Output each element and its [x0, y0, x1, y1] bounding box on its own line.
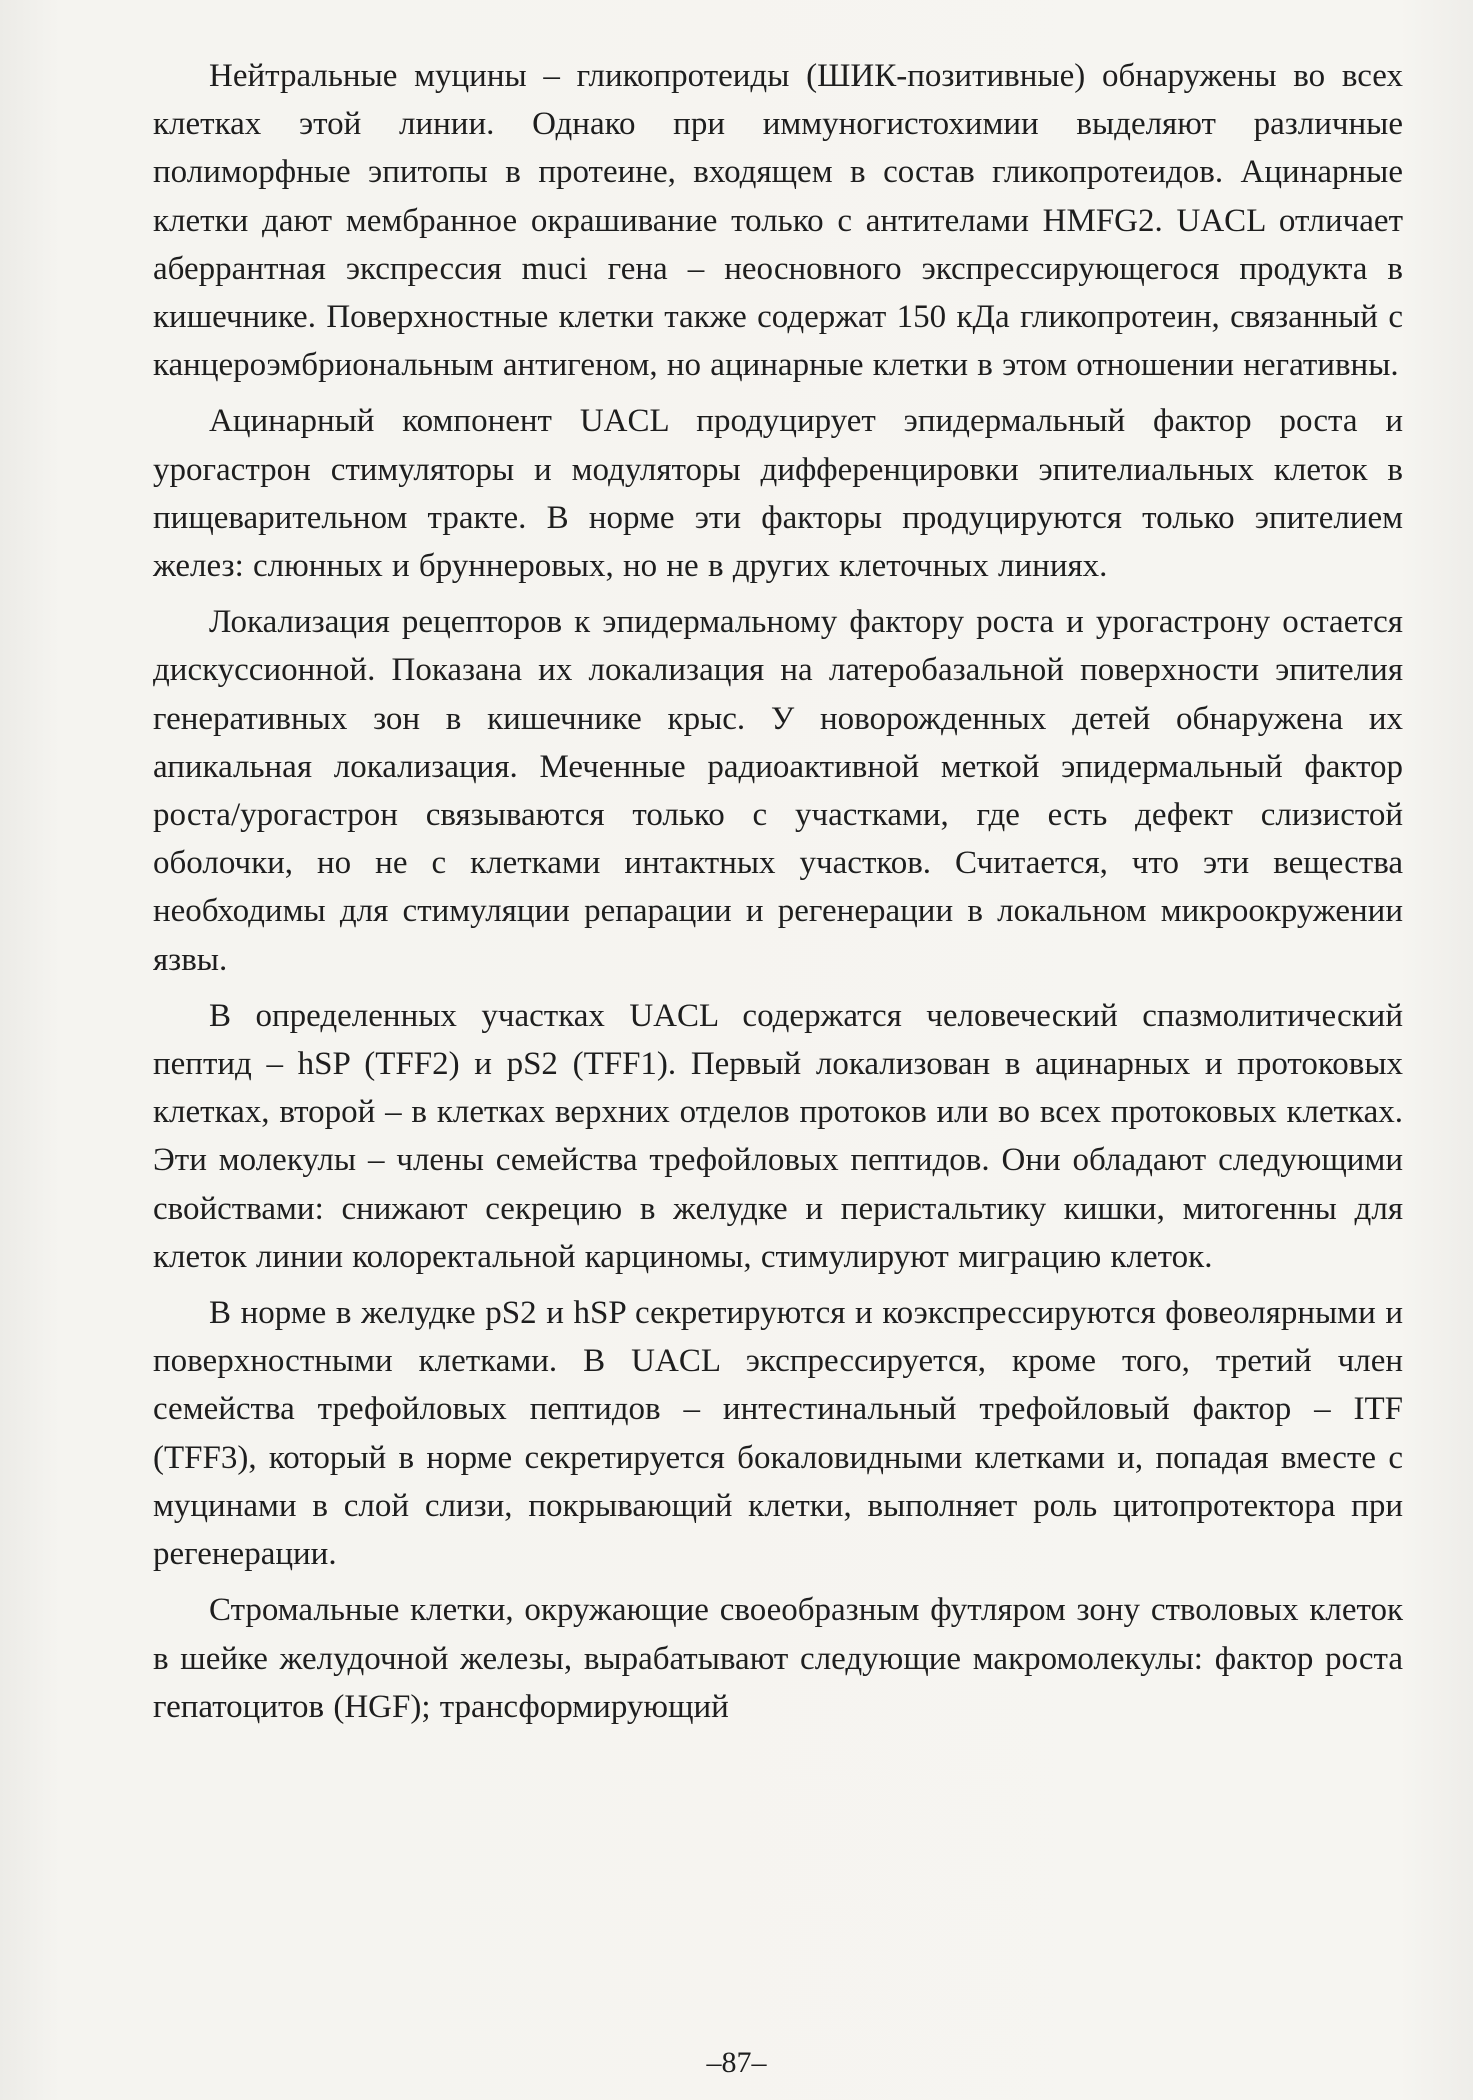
paragraph-4: В определенных участках UACL содержатся человеческий спазмолитический пептид – hSP (TFF2) и pS2 (TFF1). Первый локализован в ацинарных и протоковых клетках, второй – в клетках верхних отделов протоков или во всех протоковых клетках. Эти молекулы – члены семейства трефойловых пептидов. Они обладают следующими свойствами: снижают секрецию в желудке и перистальтику кишки, митогенны для клеток линии колоректальной карциномы, стимулируют миграцию клеток. [153, 997, 1403, 1275]
page-number: –87– [706, 2046, 767, 2079]
paragraph-2: Ацинарный компонент UACL продуцирует эпидермальный фактор роста и урогастрон стимуляторы и модуляторы дифференцировки эпителиальных клеток в пищеварительном тракте. В норме эти факторы продуцируются только эпителием желез: слюнных и бруннеровых, но не в других клеточных линиях. [153, 403, 1403, 585]
paragraph-5: В норме в желудке pS2 и hSP секретируются и коэкспрессируются фовеолярными и поверхностными клетками. В UACL экспрессируется, кроме того, третий член семейства трефойловых пептидов – интестинальный трефойловый фактор – ITF (TFF3), который в норме секретируется бокаловидными клетками и, попадая вместе с муцинами в слой слизи, покрывающий клетки, выполняет роль цитопротектора при регенерации. [153, 1295, 1403, 1573]
body-text [153, 52, 1403, 1731]
paragraph-6: Стромальные клетки, окружающие своеобразным футляром зону стволовых клеток в шейке желудочной железы, вырабатывают следующие макромолекулы: фактор роста гепатоцитов (HGF); трансформирующий [153, 1592, 1403, 1725]
paragraph-1: Нейтральные муцины – гликопротеиды (ШИК-позитивные) обнаружены во всех клетках этой линии. Однако при иммуногистохимии выделяют различные полиморфные эпитопы в протеине, входящем в состав гликопротеидов. Ацинарные клетки дают мембранное окрашивание только с антителами HMFG2. UACL отличает аберрантная экспрессия muci гена – неосновного экспрессирующегося продукта в кишечнике. Поверхностные клетки также содержат 150 кДа гликопротеин, связанный с канцероэмбриональным антигеном, но ацинарные клетки в этом отношении негативны. [153, 58, 1403, 384]
paragraph-3: Локализация рецепторов к эпидермальному фактору роста и урогастрону остается дискуссионной. Показана их локализация на латеробазальной поверхности эпителия генеративных зон в кишечнике крыс. У новорожденных детей обнаружена их апикальная локализация. Меченные радиоактивной меткой эпидермальный фактор роста/урогастрон связываются только с участками, где есть дефект слизистой оболочки, но не с клетками интактных участков. Считается, что эти вещества необходимы для стимуляции репарации и регенерации в локальном микроокружении язвы. [153, 604, 1403, 978]
